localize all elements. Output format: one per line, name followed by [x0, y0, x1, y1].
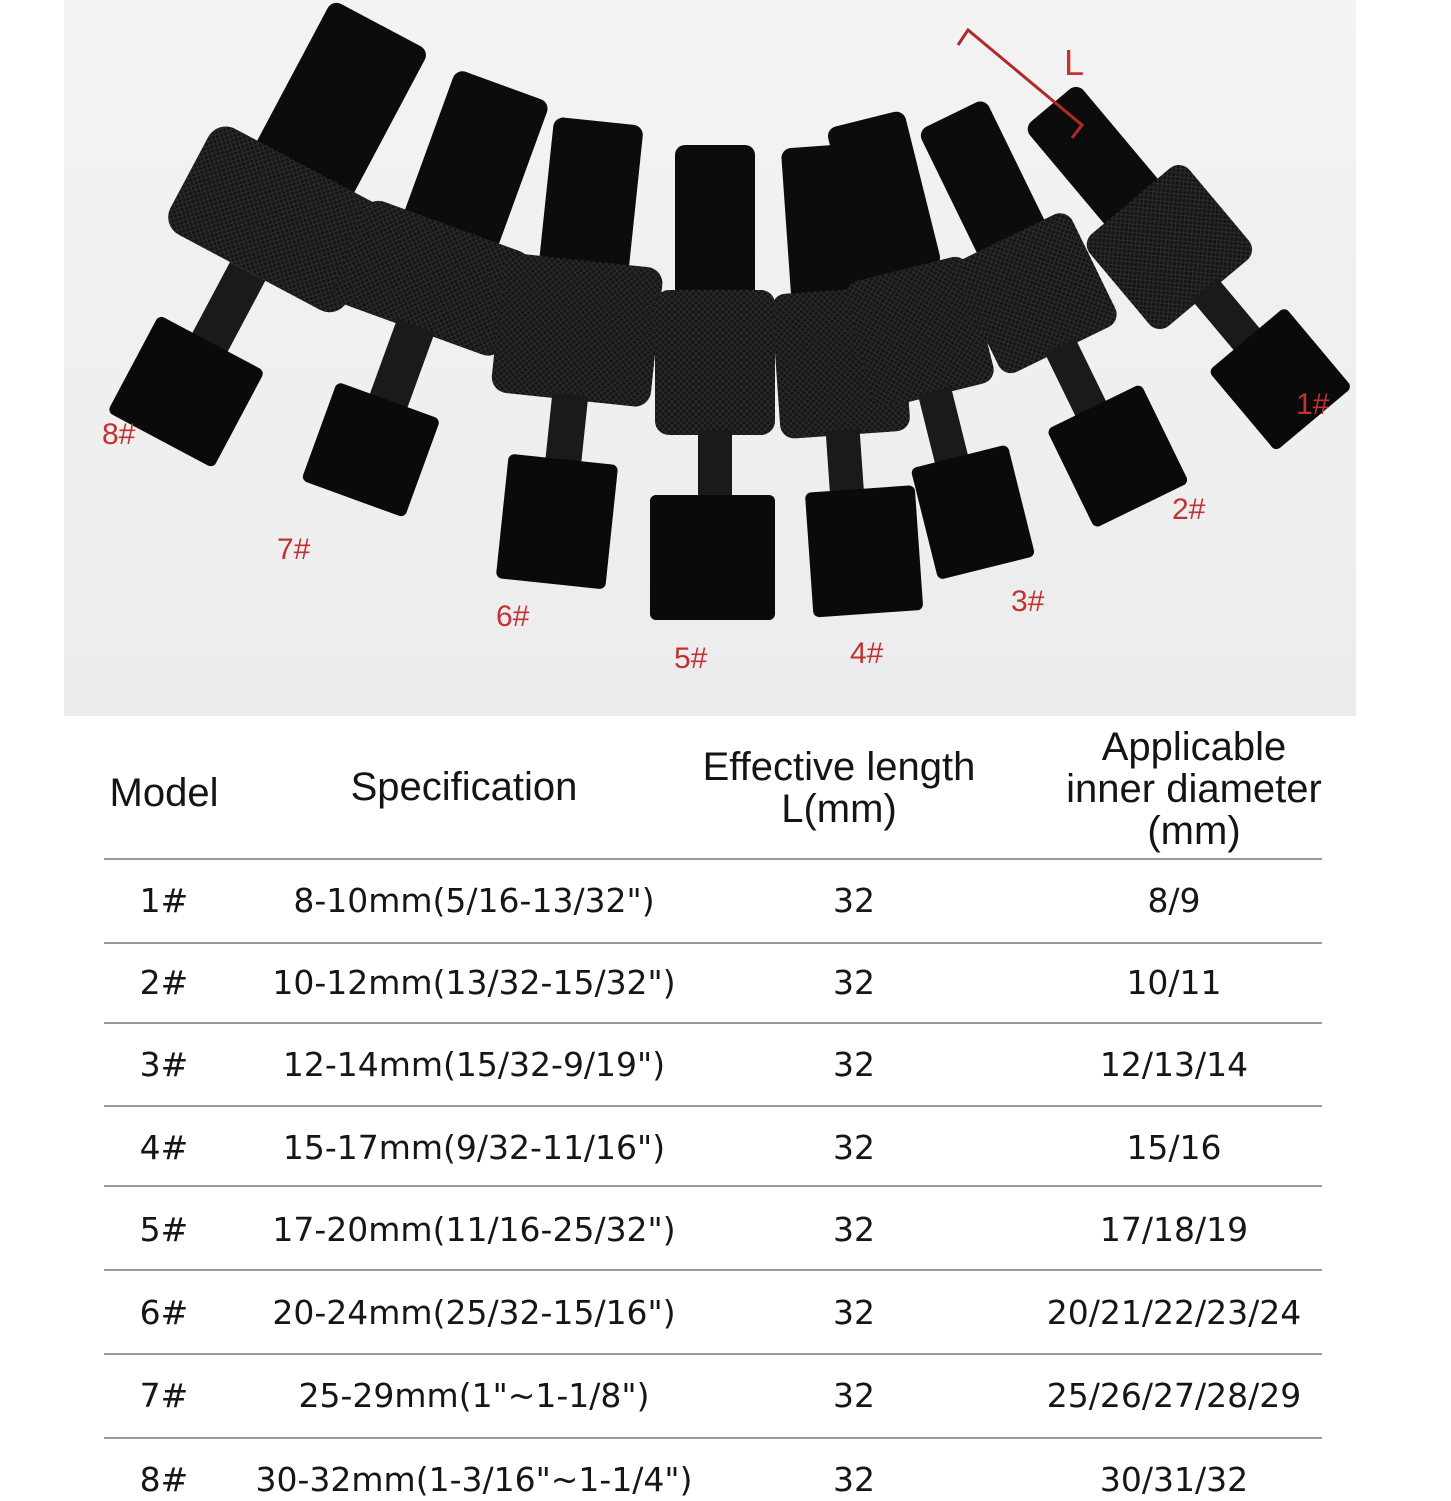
cell-diameter: 12/13/14: [1099, 1045, 1249, 1084]
table-row: [104, 1439, 1322, 1501]
row-divider: [104, 1269, 1322, 1271]
row-divider: [104, 1185, 1322, 1187]
cell-diameter: 30/31/32: [1099, 1460, 1249, 1499]
cell-length: 32: [833, 1128, 875, 1167]
cell-specification: 8-10mm(5/16-13/32"): [293, 881, 655, 920]
tool-5: [650, 145, 775, 620]
cell-length: 32: [833, 1460, 875, 1499]
table-row: [104, 942, 1322, 1024]
table-row: [104, 1355, 1322, 1437]
cell-model: 6#: [139, 1293, 189, 1332]
cell-model: 8#: [139, 1460, 189, 1499]
tool-label-2: 2#: [1172, 493, 1206, 526]
cell-length: 32: [833, 881, 875, 920]
cell-diameter: 10/11: [1126, 963, 1222, 1002]
cell-diameter: 20/21/22/23/24: [1046, 1293, 1302, 1332]
header-specification: Specification: [350, 765, 578, 809]
cell-specification: 15-17mm(9/32-11/16"): [282, 1128, 666, 1167]
cell-specification: 30-32mm(1-3/16"~1-1/4"): [255, 1460, 693, 1499]
cell-model: 5#: [139, 1210, 189, 1249]
tool-label-4: 4#: [850, 637, 884, 670]
cell-model: 3#: [139, 1045, 189, 1084]
tool-label-6: 6#: [496, 600, 530, 633]
dimension-label-l: L: [1064, 42, 1085, 83]
cell-model: 7#: [139, 1376, 189, 1415]
cell-length: 32: [833, 1293, 875, 1332]
cell-specification: 12-14mm(15/32-9/19"): [282, 1045, 666, 1084]
cell-model: 1#: [139, 881, 189, 920]
cell-length: 32: [833, 1045, 875, 1084]
header-inner-diameter: Applicable inner diameter (mm): [1066, 725, 1322, 853]
cell-specification: 25-29mm(1"~1-1/8"): [298, 1376, 650, 1415]
table-row: [104, 1272, 1322, 1354]
header-model: Model: [109, 771, 219, 815]
puller-set-illustration: [0, 0, 1451, 716]
cell-diameter: 8/9: [1147, 881, 1201, 920]
cell-diameter: 15/16: [1126, 1128, 1222, 1167]
header-effective-length: Effective length L(mm): [702, 745, 976, 831]
cell-diameter: 17/18/19: [1099, 1210, 1249, 1249]
table-row: [104, 860, 1322, 942]
tool-label-8: 8#: [102, 418, 136, 451]
cell-specification: 17-20mm(11/16-25/32"): [272, 1210, 676, 1249]
cell-length: 32: [833, 1210, 875, 1249]
cell-specification: 10-12mm(13/32-15/32"): [272, 963, 676, 1002]
tool-label-7: 7#: [277, 533, 311, 566]
cell-model: 2#: [139, 963, 189, 1002]
tool-label-1: 1#: [1296, 388, 1330, 421]
tool-label-3: 3#: [1011, 585, 1045, 618]
table-row: [104, 1107, 1322, 1189]
cell-specification: 20-24mm(25/32-15/16"): [272, 1293, 676, 1332]
table-row: [104, 1189, 1322, 1271]
product-photo: [64, 0, 1356, 716]
cell-diameter: 25/26/27/28/29: [1046, 1376, 1302, 1415]
tool-label-5: 5#: [674, 642, 708, 675]
cell-model: 4#: [139, 1128, 189, 1167]
table-row: [104, 1024, 1322, 1106]
cell-length: 32: [833, 963, 875, 1002]
cell-length: 32: [833, 1376, 875, 1415]
